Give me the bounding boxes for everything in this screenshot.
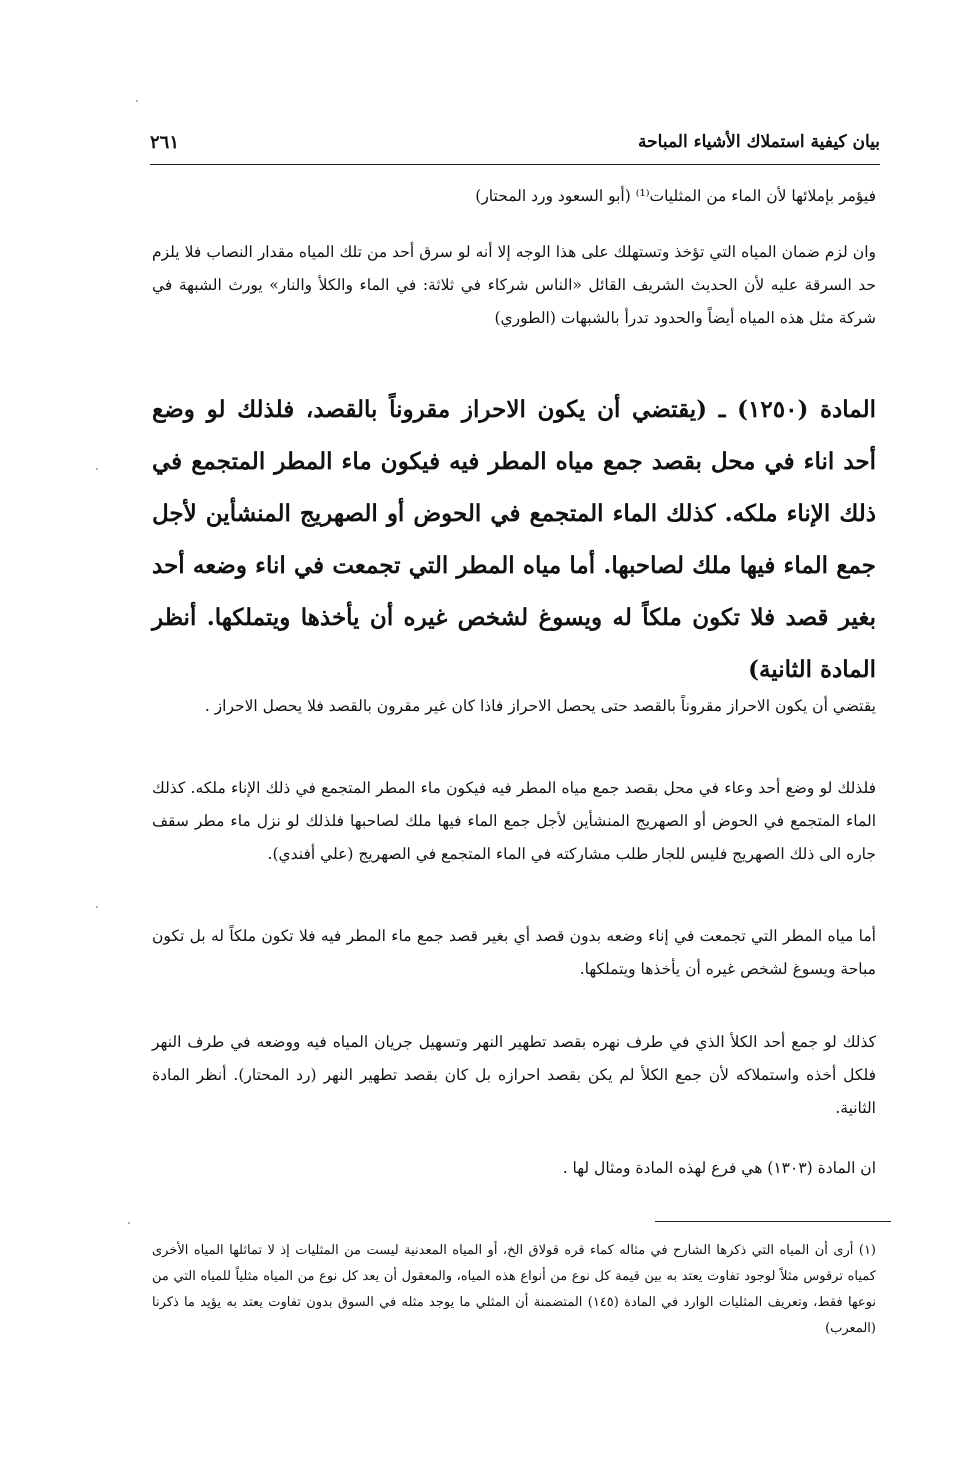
paragraph-commentary-theft: وان لزم ضمان المياه التي تؤخذ وتستهلك على هذا الوجه إلا أنه لو سرق أحد من تلك المياه مقدار النصاب فلا يلزم حد السرقة عليه لأن الحديث الشريف القائل «الناس شركاء في ثلاثة: في الماء والكلأ والنار» يورث الشبهة في شركة مثل هذه المياه أيضاً والحدود تدرأ بالشبهات (الطوري) [152,243,876,327]
running-title: بيان كيفية استملاك الأشياء المباحة [638,132,880,152]
footnote: (١) أرى أن المياه التي ذكرها الشارح في مثاله كماء قره قولاق الخ، أو المياه المعدنية ليست من المثليات إذ لا تماثلها المياه الأخرى كمياه ترقوس مثلاً لوجود تفاوت يعتد به بين قيمة كل نوع من أنواع هذه المياه، والمعقول أن يعد كل نوع من المياه مثلياً للمياه التي من نوعها فقط، وتعريف المثليات الوارد في المادة (١٤٥) المتضمنة أن المثلي ما يوجد مثله في السوق بدون تفاوت يعتد به يؤيد ما ذكرنا (المعرب) [152,1243,877,1336]
page-header [150,128,880,165]
page-number: ٢٦١ [150,132,180,153]
footnote-divider [655,1221,891,1222]
paragraph-cross-reference: ان المادة (١٣٠٣) هي فرع لهذه المادة ومثال لها . [562,1159,876,1177]
paragraph-rainwater: أما مياه المطر التي تجمعت في إناء وضعه بدون قصد أي بغير قصد جمع ماء المطر فيه فلا تكون ملكاً له بل تكون مباحة ويسوغ لشخص غيره أن يأخذها ويتملكها. [152,927,876,978]
paragraph-vessel-ownership: فلذلك لو وضع أحد وعاء في محل بقصد جمع مياه المطر فيه فيكون ماء المطر المتجمع في ذلك الإناء ملكه. كذلك الماء المتجمع في الحوض أو الصهريج المنشأين لأجل جمع الماء فيها ملك لصاحبها فلذلك لو نزل ماء مطر سقف جاره الى ذلك الصهريج فليس للجار طلب مشاركته في الماء المتجمع في الصهريج (علي أفندي). [152,779,876,863]
scan-speck [96,468,98,470]
scan-speck [136,100,138,102]
article-text: المادة (١٢٥٠) ـ (يقتضي أن يكون الاحراز مقروناً بالقصد، فلذلك لو وضع أحد اناء في محل بقصد جمع مياه المطر فيه فيكون ماء المطر المتجمع في ذلك الإناء ملكه. كذلك الماء المتجمع في الحوض أو الصهريج المنشأين لأجل جمع الماء فيها ملك لصاحبها. أما مياه المطر التي تجمعت في اناء وضعه أحد بغير قصد فلا تكون ملكاً له ويسوغ لشخص غيره أن يأخذها ويتملكها. أنظر المادة الثانية) [152,396,876,683]
paragraph-intent: يقتضي أن يكون الاحراز مقروناً بالقصد حتى يحصل الاحراز فاذا كان غير مقرون بالقصد فلا يحصل الاحراز . [204,697,876,715]
paragraph-grass: كذلك لو جمع أحد الكلأ الذي في طرف نهره بقصد تطهير النهر وتسهيل جريان المياه فيه ووضعه في طرف النهر فلكل أخذه واستملاكه لأن جمع الكلأ لم يكن بقصد احرازه بل كان بقصد تطهير النهر (رد المحتار). أنظر المادة الثانية. [152,1033,876,1117]
scan-speck [128,1222,130,1224]
scan-speck [96,906,98,908]
paragraph-continuation: فيؤمر بإملائها لأن الماء من المثليات⁽¹⁾ (أبو السعود ورد المحتار) [475,187,876,205]
